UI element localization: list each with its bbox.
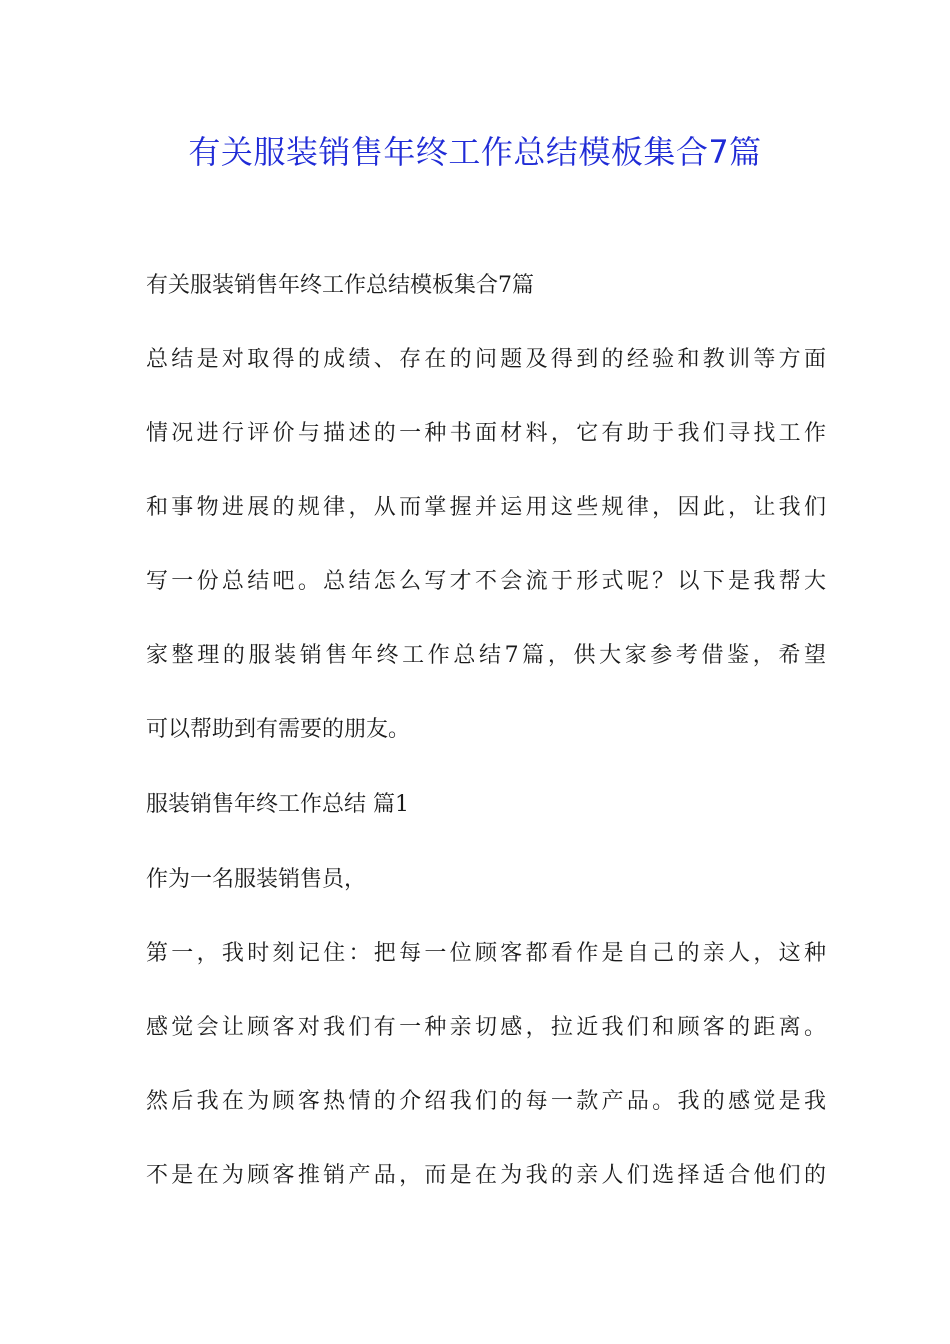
section-heading: 服装销售年终工作总结 篇1 (146, 792, 409, 817)
paragraph-line: 情况进行评价与描述的一种书面材料，它有助于我们寻找工作 (146, 421, 826, 446)
paragraph-line: 写一份总结吧。总结怎么写才不会流于形式呢？以下是我帮大 (146, 569, 826, 594)
paragraph-line: 感觉会让顾客对我们有一种亲切感，拉近我们和顾客的距离。 (146, 1015, 826, 1040)
paragraph-line: 然后我在为顾客热情的介绍我们的每一款产品。我的感觉是我 (146, 1089, 826, 1114)
paragraph-line: 可以帮助到有需要的朋友。 (146, 717, 411, 742)
paragraph-line: 作为一名服装销售员， (146, 867, 367, 892)
paragraph-line: 家整理的服装销售年终工作总结7篇，供大家参考借鉴，希望 (146, 643, 826, 668)
paragraph-line: 和事物进展的规律，从而掌握并运用这些规律，因此，让我们 (146, 495, 826, 520)
document-title: 有关服装销售年终工作总结模板集合7篇 (188, 133, 762, 171)
paragraph-line: 第一，我时刻记住：把每一位顾客都看作是自己的亲人，这种 (146, 941, 826, 966)
paragraph-line: 总结是对取得的成绩、存在的问题及得到的经验和教训等方面 (146, 347, 826, 372)
subtitle-line: 有关服装销售年终工作总结模板集合7篇 (146, 273, 534, 298)
paragraph-line: 不是在为顾客推销产品，而是在为我的亲人们选择适合他们的 (146, 1163, 826, 1188)
